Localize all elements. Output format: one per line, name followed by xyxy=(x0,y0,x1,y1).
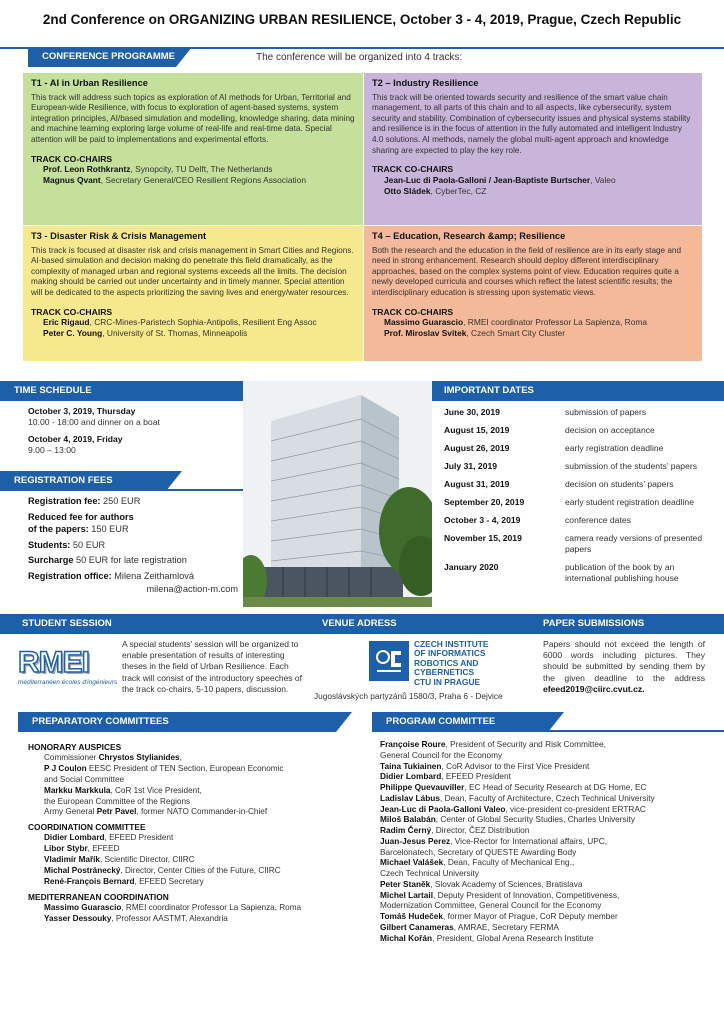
pc-name: Philippe Quevauviller xyxy=(380,782,465,792)
date-event: camera ready versions of presented papers xyxy=(565,533,703,554)
date-value: November 15, 2019 xyxy=(444,533,522,543)
student-header: STUDENT SESSION xyxy=(22,618,112,629)
chair-name: Peter C. Young xyxy=(43,328,103,339)
fees-header-line xyxy=(0,489,243,491)
fee-value: 250 EUR xyxy=(100,496,141,506)
pc-affil: , EC Head of Security Research at DG Home, EC xyxy=(464,782,647,792)
chair-affil: , RMEI coordinator Professor La Sapienza, Roma xyxy=(463,317,648,328)
hon-post: , CoR 1st Vice President, xyxy=(110,785,202,795)
member-name: Yasser Dessouky xyxy=(44,913,112,923)
chair-affil: , Valeo xyxy=(590,174,616,185)
date-event: early registration deadline xyxy=(565,443,664,453)
fee-label: Registration fee: xyxy=(28,496,101,506)
schedule-day2-text: 9.00 – 13:00 xyxy=(28,445,76,455)
pc-name: Peter Staněk xyxy=(380,878,431,889)
chair-affil: , CyberTec, CZ xyxy=(430,185,487,196)
track-title: T3 - Disaster Risk & Crisis Management xyxy=(31,231,207,241)
pc-affil: , vice-president co-president ERTRAC xyxy=(505,803,646,814)
hon-pre: Army General xyxy=(44,807,97,817)
track-chair xyxy=(372,328,694,339)
chair-affil: , Czech Smart City Cluster xyxy=(466,328,566,339)
chair-name: Prof. Miroslav Svitek xyxy=(384,328,467,339)
date-value: June 30, 2019 xyxy=(444,407,500,417)
track-chair xyxy=(31,164,355,175)
date-value: September 20, 2019 xyxy=(444,497,525,507)
date-event: decision on students’ papers xyxy=(565,479,674,489)
track-title: T1 - AI in Urban Resilience xyxy=(31,78,148,88)
date-value: January 2020 xyxy=(444,562,499,572)
chair-affil: , Synopcity, TU Delft, The Netherlands xyxy=(130,164,273,175)
pc-name: Tomáš Hudeček xyxy=(380,911,444,921)
track-chair xyxy=(31,328,355,339)
hon-line: and Social Committee xyxy=(44,774,125,784)
pc-affil: , Dean, Faculty of Mechanical Eng., xyxy=(443,857,575,868)
committee-member xyxy=(28,855,358,866)
track-chair xyxy=(372,175,694,186)
track-cochairs-label: TRACK CO-CHAIRS xyxy=(31,306,113,317)
date-event: submission of the students’ papers xyxy=(565,461,698,471)
member-name: Libor Stybr xyxy=(44,844,88,854)
papers-header: PAPER SUBMISSIONS xyxy=(543,618,645,629)
ciirc-line: OF INFORMATICS xyxy=(414,648,486,659)
chair-affil: , University of St. Thomas, Minneapolis xyxy=(102,328,248,339)
committee-member xyxy=(28,833,358,844)
papers-text xyxy=(543,639,705,695)
chair-affil: , Secretary General/CEO Resilient Regions Association xyxy=(100,175,306,186)
pc-line: General Council for the Economy xyxy=(380,749,503,760)
track-cochairs-label: TRACK CO-CHAIRS xyxy=(372,164,454,175)
hon-name: P J Coulon xyxy=(44,763,87,773)
track-cochairs-label: TRACK CO-CHAIRS xyxy=(372,306,454,317)
prep-block xyxy=(28,738,358,925)
track-title: T4 – Education, Research &amp; Resilience xyxy=(372,231,566,241)
venue-address: Jugoslávských partyzánů 1580/3, Praha 6 - Dejvice xyxy=(314,691,503,701)
committee-member xyxy=(28,914,358,925)
track-text: This track will address such topics as exploration of AI methods for Urban, Territorial and European-wide Resilience, with focus to exploration of agent-based systems, system integration principles, AI/based simulation and modelling, knowledge sharing, data mining and machine learning exploring large volume of real-life and real-time data. Special attention will be paid to implementations and experimental efforts. xyxy=(31,92,355,144)
chair-name: Eric Rigaud xyxy=(43,317,90,328)
prep-header: PREPARATORY COMMITTEES xyxy=(18,712,336,732)
member-affil: , RMEI coordinator Professor La Sapienza, Roma xyxy=(121,902,302,912)
pc-name: Didier Lombard xyxy=(380,771,442,782)
pc-name: Taina Tukiainen xyxy=(380,760,442,771)
date-row xyxy=(444,443,714,461)
pc-affil: , former Mayor of Prague, CoR Deputy member xyxy=(443,911,618,921)
hon-post: , xyxy=(179,752,182,762)
date-event: decision on acceptance xyxy=(565,425,655,435)
date-event: early student registration deadline xyxy=(565,497,694,507)
hon-line: the European Committee of the Regions xyxy=(44,796,191,806)
track-4 xyxy=(364,226,702,361)
pc-name: Michal Kořán xyxy=(380,932,433,943)
pc-affil: , Deputy President of Innovation, Competitiveness, xyxy=(433,889,620,900)
rmei-logo-text: RMEI xyxy=(18,646,89,679)
pc-affil: , Dean, Faculty of Architecture, Czech Technical University xyxy=(439,792,655,803)
reduced-value: 150 EUR xyxy=(88,524,129,535)
dates-header: IMPORTANT DATES xyxy=(444,385,534,396)
dates-table xyxy=(444,407,714,591)
pc-affil: , CoR Advisor to the First Vice President xyxy=(441,760,590,771)
date-event: submission of papers xyxy=(565,407,647,417)
pc-name: Jean-Luc di Paola-Galloni Valeo xyxy=(380,803,506,814)
track-text: This track is focused at disaster risk and crisis management in Smart Cities and Regions. AI-based simulation and decision making do penetrate this field dramatically, as the complexity of managed urban and regional systems exceeds all the limits. The decision making should be carried out under uncertainty and in timely manner. Special attention will be dedicated to the aspects prioritizing the saving lives and energy/water resources. xyxy=(31,245,354,297)
member-affil: , Professor AASTMT, Alexandria xyxy=(111,913,228,923)
page-title: 2nd Conference on ORGANIZING URBAN RESILIENCE, October 3 - 4, 2019, Prague, Czech Republic xyxy=(42,12,682,27)
office-name: Milena Zeithamlová xyxy=(111,570,194,581)
pc-affil: , Vice-Rector for International affairs, UPC, xyxy=(450,835,608,846)
hon-name: Markku Markkula xyxy=(44,785,111,795)
reduced-label-2: of the papers: xyxy=(28,524,89,535)
pc-affil: , President, Global Arena Research Institute xyxy=(432,932,594,943)
papers-body: Papers should not exceed the length of 6000 words including pictures. They should be submitted by sending them by the given deadline to the address xyxy=(543,639,705,683)
hon-post: , former NATO Commander-in-Chief xyxy=(136,807,268,817)
track-chair xyxy=(31,317,355,328)
chair-name: Magnus Qvant xyxy=(43,175,101,186)
pc-line: Barcelonatech, Secretary of QUESTE Awarding Body xyxy=(380,846,577,857)
member-affil: , EFEED President xyxy=(104,833,174,843)
surcharge-label: Surcharge xyxy=(28,555,74,566)
program-header: PROGRAM COMMITTEE xyxy=(372,712,548,732)
pc-line: Czech Technical University xyxy=(380,868,479,878)
program-header-line xyxy=(372,730,724,732)
pc-name: Gilbert Canameras xyxy=(380,921,454,932)
med-heading: MEDITERRANEAN COORDINATION xyxy=(28,891,169,902)
committee-member xyxy=(28,866,358,877)
date-event: publication of the book by an international publishing house xyxy=(565,562,679,583)
committee-member xyxy=(28,903,358,914)
track-chair xyxy=(372,186,694,197)
track-cochairs-label: TRACK CO-CHAIRS xyxy=(31,153,113,164)
member-name: Massimo Guarascio xyxy=(44,902,122,912)
ciirc-line: CYBERNETICS xyxy=(414,667,475,678)
committee-member xyxy=(28,844,358,855)
date-row xyxy=(444,461,714,479)
pc-affil: , Slovak Academy of Sciences, Bratislava xyxy=(430,878,583,889)
pc-affil: , EFEED President xyxy=(441,771,511,782)
hon-pre: Commissioner xyxy=(44,752,99,762)
date-row xyxy=(444,407,714,425)
date-row xyxy=(444,515,714,533)
surcharge-value: 50 EUR for late registration xyxy=(73,555,187,566)
ciirc-line: ROBOTICS AND xyxy=(414,657,479,668)
pc-affil: , AMRAE, Secretary FERMA xyxy=(453,921,559,932)
pc-name: Miloš Balabán xyxy=(380,814,436,825)
honorary-heading: HONORARY AUSPICES xyxy=(28,742,122,752)
chair-name: Prof. Leon Rothkrantz xyxy=(43,164,131,175)
programme-header: CONFERENCE PROGRAMME xyxy=(28,47,176,67)
date-row xyxy=(444,562,714,591)
pc-line: Modernization Committee, General Council for the Economy xyxy=(380,900,602,911)
date-value: August 15, 2019 xyxy=(444,425,510,435)
pc-name: Françoise Roure xyxy=(380,739,446,749)
date-row xyxy=(444,497,714,515)
ciirc-line: CZECH INSTITUTE xyxy=(414,639,489,649)
schedule-header: TIME SCHEDULE xyxy=(0,381,243,401)
member-affil: , Director, Center Cities of the Future, CIIRC xyxy=(120,865,281,875)
pc-affil: , President of Security and Risk Committee, xyxy=(445,739,606,749)
pc-affil: , Director, ČEZ Distribution xyxy=(431,825,530,835)
rmei-logo xyxy=(18,648,118,692)
track-chair xyxy=(372,317,694,328)
chair-name: Massimo Guarascio xyxy=(384,317,464,328)
track-3 xyxy=(23,226,363,361)
date-row xyxy=(444,425,714,443)
member-affil: , EFEED Secretary xyxy=(134,876,204,886)
office-email[interactable]: milena@action-m.com xyxy=(146,583,238,594)
office-label: Registration office: xyxy=(28,570,112,581)
track-text: Both the research and the education in the field of resilience are in its early stage and need in strong enhancement. Research should deploy different interdisciplinary approaches, based on the complex systems point of view. Education requires quite a newly developed curricula and courses which reflect the latest scientific results; the interdisciplinary education is stressing upon systematic views. xyxy=(372,245,682,297)
ciirc-logo xyxy=(369,641,409,681)
hon-name: Petr Pavel xyxy=(96,807,137,817)
program-block xyxy=(380,739,720,943)
schedule-day1: October 3, 2019, Thursday xyxy=(28,406,136,416)
track-chair xyxy=(31,175,355,186)
date-value: August 26, 2019 xyxy=(444,443,510,453)
member-name: Vladimír Mařík xyxy=(44,855,100,865)
chair-name: Otto Sládek xyxy=(384,185,431,196)
fees-block xyxy=(28,495,258,595)
chair-affil: , CRC-Mines-Paristech Sophia-Antipolis, Resilient Eng Assoc xyxy=(89,317,317,328)
member-name: Didier Lombard xyxy=(44,833,105,843)
students-value: 50 EUR xyxy=(70,539,106,550)
pc-name: Radim Černý xyxy=(380,825,432,835)
papers-email[interactable]: efeed2019@ciirc.cvut.cz. xyxy=(543,683,645,694)
date-value: October 3 - 4, 2019 xyxy=(444,515,521,525)
date-value: August 31, 2019 xyxy=(444,479,510,489)
ciirc-name xyxy=(414,640,488,687)
venue-header: VENUE ADRESS xyxy=(322,618,397,629)
chair-name: Jean-Luc di Paola-Galloni / Jean-Baptiste Burtscher xyxy=(384,174,591,185)
date-row xyxy=(444,533,714,562)
schedule-day1-text: 10.00 - 18:00 and dinner on a boat xyxy=(28,417,160,427)
schedule-block xyxy=(28,406,248,456)
pc-name: Ladislav Lábus xyxy=(380,792,440,803)
programme-intro: The conference will be organized into 4 tracks: xyxy=(256,52,463,63)
member-name: Michal Postránecký xyxy=(44,865,121,875)
track-1 xyxy=(23,73,363,225)
pc-name: Michel Lartail xyxy=(380,889,434,900)
student-text: A special students’ session will be organized to enable presentation of results of interesting theses in the field of Urban Resilience. Each track will consist of the introductory speeches of the track co-chairs, 5-10 papers, discussion. xyxy=(122,639,302,694)
schedule-day2: October 4, 2019, Friday xyxy=(28,434,123,444)
hon-name: Chrystos Stylianides xyxy=(98,752,180,762)
fees-header: REGISTRATION FEES xyxy=(0,471,166,491)
pc-name: Juan-Jesus Perez xyxy=(380,835,451,846)
pc-affil: , Center of Global Security Studies, Charles University xyxy=(435,814,636,825)
students-label: Students: xyxy=(28,539,71,550)
reduced-label: Reduced fee for authors xyxy=(28,511,134,522)
member-affil: , EFEED xyxy=(87,844,120,854)
committee-member xyxy=(28,877,358,888)
track-2 xyxy=(364,73,702,225)
coord-heading: COORDINATION COMMITTEE xyxy=(28,822,146,833)
ciirc-line: CTU IN PRAGUE xyxy=(414,676,481,687)
pc-name: Michael Valášek xyxy=(380,857,444,868)
date-value: July 31, 2019 xyxy=(444,461,498,471)
date-event: conference dates xyxy=(565,515,631,525)
track-text: This track will be oriented towards security and resilience of the smart value chain management, to all parts of this chain and to all aspects, like cybersecurity, system security and stability. Combination of cybersecurity issues and physical systems stability and resilience is in the focus of attention in the fully automated and intelligent Industry 4.0 solutions. AI methods, namely the global multi-agent approach and knowledge sharing are expected to play the key role. xyxy=(372,92,691,155)
hon-post: EESC President of TEN Section, European Economic xyxy=(86,763,284,773)
rmei-logo-sub: méditerranéen écoles d'ingénieurs xyxy=(18,679,118,686)
member-affil: , Scientific Director, CIIRC xyxy=(99,855,195,865)
member-name: René-François Bernard xyxy=(44,876,135,886)
date-row xyxy=(444,479,714,497)
track-title: T2 – Industry Resilience xyxy=(372,78,479,88)
building-photo xyxy=(243,381,432,607)
